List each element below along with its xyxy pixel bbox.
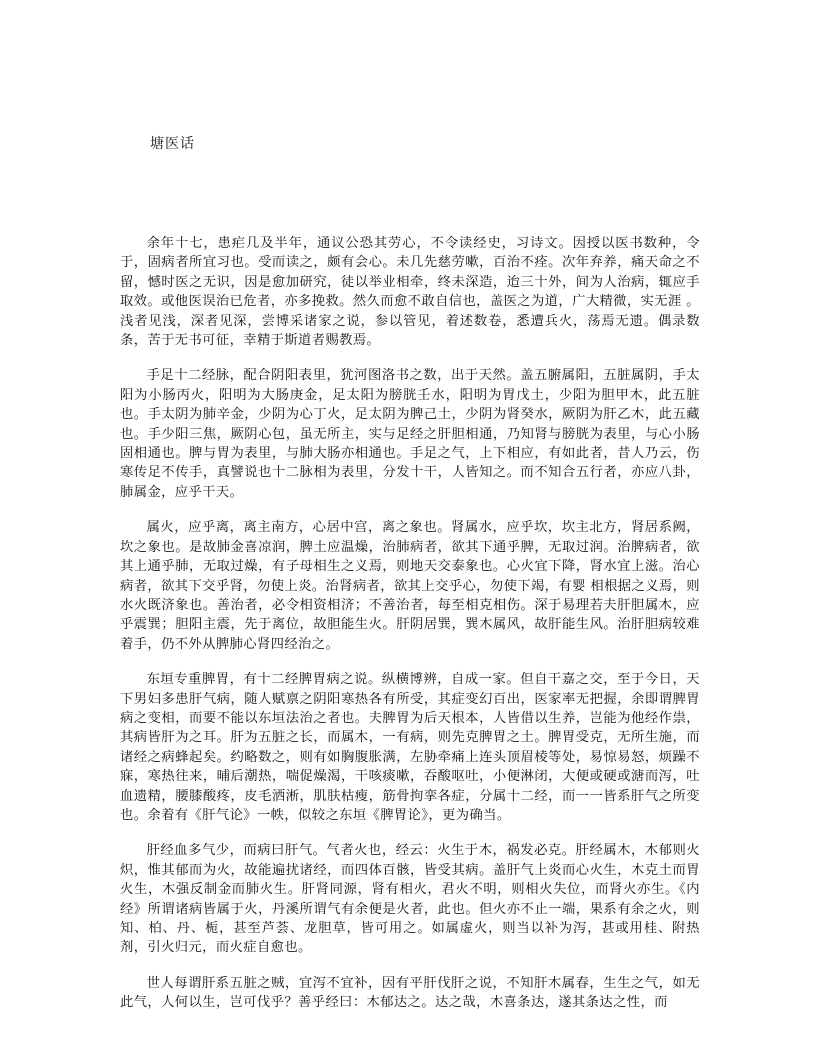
paragraph: 手足十二经脉，配合阴阳表里，犹河图洛书之数，出于天然。盖五腑属阳，五脏属阴，手太阳为小肠丙火，阳明为大肠庚金，足太阳为膀胱壬水，阳明为胃戊土，少阳为胆甲木，此五脏也。手太阴为肺辛金，少阴为心丁火，足太阴为脾己土，少阴为肾癸水，厥阴为肝乙木，此五藏也。手少阳三焦，厥阴心包，虽无所主，实与足经之肝胆相通，乃知肾与膀胱为表里，与心小肠固相通也。脾与胃为表里，与肺大肠亦相通也。手足之气，上下相应，有如此者，昔人乃云，伤寒传足不传手，真譬说也十二脉相为表里，分发十干，人皆知之。而不知合五行者，亦应八卦，肺属金，应乎干天。 [120, 368, 700, 500]
paragraph: 属火，应乎离，离主南方，心居中宫，离之象也。肾属水，应乎坎，坎主北方，肾居系阙，坎之象也。是故肺金喜凉润，脾土应温燥，治肺病者，欲其下通乎脾，无取过润。治脾病者，欲其上通乎肺，无取过燥，有子母相生之义焉，则地天交泰象也。心火宜下降，肾水宜上滋。治心病者，欲其下交乎肾，勿使上炎。治肾病者，欲其上交乎心，勿使下竭，有婴 相根据之义焉，则水火既济象也。善治者，必令相资相济；不善治者，每至相克相伤。深于易理若夫肝胆属木，应乎震巽；胆阳主震，先于离位，故胆能生火。肝阴居巽，巽木属风，故肝能生风。治肝胆病较难着手，仍不外从脾肺心肾四经治之。 [120, 520, 700, 652]
paragraph: 世人每谓肝系五脏之贼，宜泻不宜补，因有平肝伐肝之说，不知肝木属春，生生之气，如无此气，人何以生，岂可伐乎？善乎经曰：木郁达之。达之哉，木喜条达，遂其条达之性，而 [120, 975, 700, 1011]
paragraph: 东垣专重脾胃，有十二经脾胃病之说。纵横博辨，自成一家。但自干嘉之交，至于今日，天下男妇多患肝气病，随人赋禀之阴阳寒热各有所受，其症变幻百出，医家率无把握，余即谓脾胃病之变相，而要不能以东垣法治之者也。夫脾胃为后天根本，人皆借以生养，岂能为他经作祟，其病皆肝为之耳。肝为五脏之长，而属木，一有病，则先克脾胃之土。脾胃受克，无所生施，而诸经之病蜂起矣。约略数之，则有如胸腹胀满，左胁牵痛上连头顶眉棱等处，易惊易怒，烦躁不寐，寒热往来，晡后潮热，喘促燥渴，干咳痰嗽，吞酸呕吐，小便淋闭，大便或硬或溏而泻，吐血遗精，腰膝酸疼，皮毛洒淅，肌肤枯瘦，筋骨拘挛各症，分属十二经，而一一皆系肝气之所变也。余着有《肝气论》一帙，似较之东垣《脾胃论》，更为确当。 [120, 672, 700, 823]
page-header: 塘医话 [150, 136, 195, 152]
document-body [120, 234, 700, 1029]
paragraph: 肝经血多气少，而病曰肝气。气者火也，经云：火生于木，祸发必克。肝经属木，木郁则火炽，惟其郁而为火，故能遍扰诸经，而四体百骸，皆受其病。盖肝气上炎而心火生，木克土而胃火生，木强反制金而肺火生。肝肾同源，肾有相火，君火不明，则相火失位，而肾火亦生。《内经》所谓诸病皆属于火，丹溪所谓气有余便是火者，此也。但火亦不止一端，果系有余之火，则知、柏、丹、栀，甚至芦荟、龙胆草，皆可用之。如属虚火，则当以补为泻，甚或用桂、附热剂，引火归元，而火症自愈也。 [120, 843, 700, 956]
paragraph: 余年十七，患疟几及半年，通议公恐其劳心，不令读经史，习诗文。因授以医书数种，令于，固病者所宜习也。受而读之，颇有会心。未几先慈劳嗽，百治不痊。次年弃养，痛天命之不留，憾时医之无识，因是愈加研究，徒以举业相牵，终未深造，迨三十外，间为人治病，辄应手取效。或他医误治已危者，亦多挽救。然久而愈不敢自信也，盖医之为道，广大精微，实无涯 。浅者见浅，深者见深，尝博采诸家之说，参以管见，着述数卷，悉遭兵火，荡焉无遗。偶录数条，苦于无书可征，幸精于斯道者赐教焉。 [120, 236, 700, 349]
